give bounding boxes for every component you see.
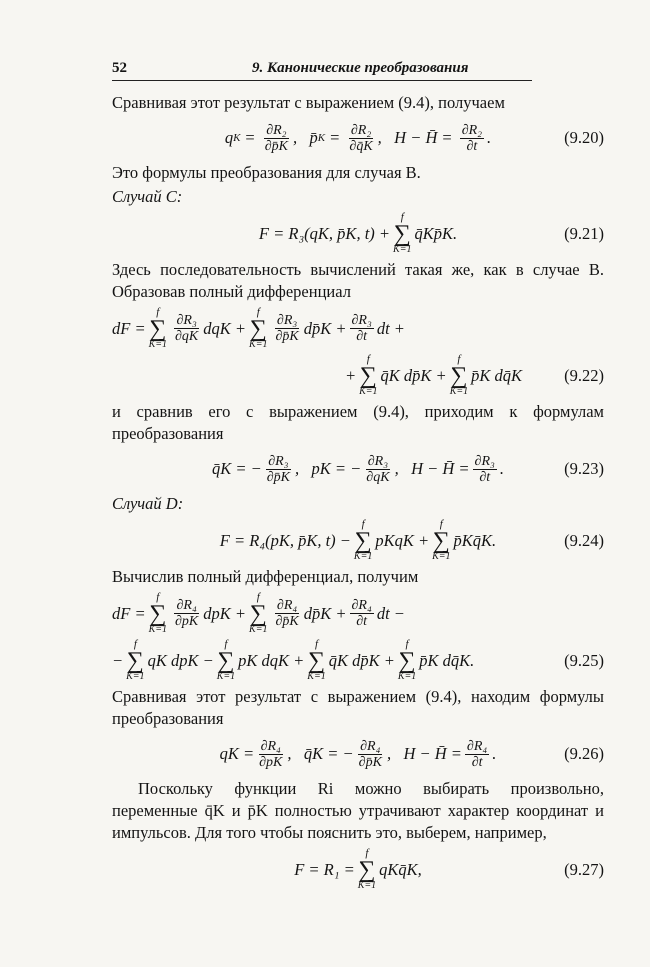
page-body	[112, 92, 604, 895]
frac-num: ∂R₄	[351, 598, 372, 613]
eq-term: p̄K dq̄K	[471, 365, 522, 385]
frac-num: ∂R₃	[351, 313, 372, 328]
frac-num: ∂R₃	[176, 313, 197, 328]
paragraph-6: Сравнивая этот результат с выражением (9.4), находим формулы преобразования	[112, 687, 604, 728]
sum-top: f	[405, 638, 409, 650]
fraction	[460, 123, 484, 154]
fraction	[263, 123, 290, 154]
eq-term: dpK +	[203, 603, 247, 623]
eq-term: dF =	[112, 318, 146, 338]
case-c-label: Случай C:	[112, 187, 183, 206]
summation: f ∑ K=1	[357, 847, 377, 891]
eq-term: dp̄K +	[303, 603, 347, 623]
summation: f ∑ K=1	[148, 306, 168, 350]
frac-den: ∂p̄K	[264, 138, 288, 154]
eq-term: q̄Kp̄K.	[414, 223, 458, 243]
frac-num: ∂R₂	[350, 122, 372, 138]
frac-num: ∂R₂	[266, 122, 287, 138]
summation: f ∑ K=1	[216, 638, 236, 682]
eq-term: q̄K dp̄K +	[328, 650, 395, 670]
frac-den: ∂p̄K	[358, 754, 382, 770]
frac-num: ∂R₄	[360, 738, 381, 754]
equation-9-24	[112, 519, 604, 562]
paragraph-5: Вычислив полный дифференциал, получим	[112, 567, 419, 586]
sum-top: f	[256, 591, 260, 603]
eq-term: F = R₄(pK, p̄K, t) −	[219, 530, 351, 550]
equation-9-25-line-1	[112, 592, 604, 635]
summation: f ∑ K=1	[148, 591, 168, 635]
frac-den: ∂t	[356, 614, 368, 629]
eq-term: F = R₁ =	[294, 859, 355, 879]
fraction	[357, 739, 384, 770]
sum-bottom: K=1	[148, 339, 168, 350]
eq-term: dqK +	[203, 318, 247, 338]
eq-term: p̄Kq̄K.	[453, 530, 497, 550]
eq-operator: =	[442, 128, 452, 147]
frac-num: ∂R₃	[474, 453, 495, 469]
sum-bottom: K=1	[449, 386, 469, 397]
sum-top: f	[133, 638, 137, 650]
frac-den: ∂p̄K	[275, 329, 299, 344]
sum-bottom: K=1	[397, 671, 417, 682]
eq-term: qKq̄K,	[379, 859, 422, 879]
frac-den: ∂q̄K	[349, 138, 373, 154]
sum-bottom: K=1	[432, 551, 451, 562]
eq-term: pK = −	[311, 459, 362, 478]
eq-term: dF =	[112, 603, 146, 623]
eq-term: q	[224, 128, 234, 147]
equation-9-21	[112, 212, 604, 255]
eq-term: q̄K = −	[303, 744, 354, 763]
fraction	[173, 313, 200, 344]
frac-den: ∂t	[466, 138, 478, 154]
sum-top: f	[224, 638, 228, 650]
eq-term: .	[499, 459, 505, 478]
frac-den: ∂p̄K	[266, 469, 291, 485]
paragraph-7: Поскольку функции Ri можно выбирать произвольно, переменные q̄K и p̄K полностью утрачивают характер координат и импульсов. Для того чтобы пояснить это, выберем, например,	[112, 779, 604, 842]
frac-num: ∂R₂	[461, 122, 483, 138]
equation-number: (9.22)	[564, 365, 604, 385]
sum-bottom: K=1	[393, 244, 412, 255]
fraction	[173, 598, 200, 629]
fraction	[257, 739, 284, 770]
eq-term: .	[492, 744, 497, 763]
equation-number: (9.25)	[564, 650, 604, 670]
running-header	[112, 58, 532, 81]
sum-top: f	[400, 211, 404, 223]
sum-bottom: K=1	[126, 671, 145, 682]
sum-top: f	[256, 306, 260, 318]
equation-9-27	[112, 848, 604, 891]
frac-num: ∂R₄	[176, 598, 197, 613]
sum-top: f	[439, 518, 443, 530]
eq-term: q̄K dp̄K +	[380, 365, 447, 385]
frac-num: ∂R₃	[367, 453, 389, 469]
eq-operator: =	[245, 128, 255, 147]
eq-term: −	[112, 650, 124, 670]
sum-bottom: K=1	[359, 386, 378, 397]
summation: f ∑ K=1	[249, 306, 268, 350]
equation-number: (9.20)	[564, 128, 604, 147]
chapter-title: 9. Канонические преобразования	[252, 60, 469, 76]
eq-term: p̄K dq̄K.	[419, 650, 475, 670]
sum-bottom: K=1	[249, 624, 268, 635]
paragraph-4: и сравнив его с выражением (9.4), приходим к формулам преобразования	[112, 402, 604, 443]
eq-sub: K	[233, 132, 241, 144]
sum-bottom: K=1	[357, 880, 377, 891]
eq-term: dp̄K +	[303, 318, 347, 338]
fraction	[265, 454, 292, 485]
eq-operator: =	[330, 128, 340, 147]
sum-top: f	[457, 353, 461, 365]
eq-term: pK dqK +	[238, 650, 305, 670]
frac-den: ∂qK	[366, 469, 390, 485]
frac-num: ∂R₄	[276, 598, 298, 613]
summation: f ∑ K=1	[397, 638, 417, 682]
frac-num: ∂R₄	[466, 738, 488, 754]
eq-term: F = R₃(qK, p̄K, t) +	[258, 223, 391, 243]
equation-9-25-line-2	[112, 639, 604, 682]
eq-term: q̄K = −	[211, 459, 262, 478]
sum-bottom: K=1	[353, 551, 373, 562]
summation: f ∑ K=1	[126, 638, 145, 682]
fraction	[347, 123, 374, 154]
frac-den: ∂pK	[259, 754, 283, 770]
eq-term: qK dpK −	[147, 650, 214, 670]
paragraph-1: Сравнивая этот результат с выражением (9.4), получаем	[112, 93, 505, 112]
fraction	[465, 739, 489, 770]
summation: f ∑ K=1	[249, 591, 268, 635]
sum-top: f	[314, 638, 319, 650]
eq-term: dt −	[376, 603, 405, 623]
eq-term: H − H̄	[394, 128, 438, 147]
summation: f ∑ K=1	[353, 518, 373, 562]
frac-den: ∂t	[479, 469, 491, 485]
frac-num: ∂R₃	[268, 453, 289, 469]
summation: f ∑ K=1	[393, 211, 412, 255]
sum-bottom: K=1	[249, 339, 268, 350]
summation: f ∑ K=1	[307, 638, 326, 682]
paragraph-2: Это формулы преобразования для случая B.	[112, 163, 421, 182]
equation-9-22-line-1	[112, 307, 604, 350]
sum-bottom: K=1	[148, 624, 168, 635]
summation: f ∑ K=1	[449, 353, 469, 397]
equation-number: (9.24)	[564, 530, 604, 550]
eq-term: p̄	[309, 128, 318, 147]
equation-number: (9.21)	[564, 223, 604, 243]
sum-top: f	[156, 591, 160, 603]
eq-term: +	[344, 365, 357, 385]
frac-num: ∂R₃	[276, 313, 298, 328]
sum-bottom: K=1	[216, 671, 236, 682]
summation: f ∑ K=1	[432, 518, 451, 562]
summation: f ∑ K=1	[359, 353, 378, 397]
paragraph-3: Здесь последовательность вычислений такая же, как в случае B. Образовав полный дифференциал	[112, 260, 604, 301]
equation-9-22-line-2	[112, 354, 604, 397]
equation-number: (9.26)	[564, 744, 604, 763]
eq-term: H − H̄ =	[411, 459, 470, 478]
sum-top: f	[156, 306, 160, 318]
equation-9-23: q̄K = − $\frac{\text{∂R₃}}{\partial p̄K}$ , pK = − $\frac{\text{∂R₃}}{\partial qK}$ , H − H̄ = $\frac{\text{∂R₃}}{\partial t}$ . (9.23)	[211, 453, 604, 485]
eq-term: qK =	[219, 744, 255, 763]
page-number: 52	[112, 60, 127, 76]
sum-top: f	[365, 847, 369, 859]
fraction	[350, 598, 374, 629]
fraction	[364, 454, 391, 485]
case-d-label: Случай D:	[112, 494, 184, 513]
equation-number: (9.23)	[564, 459, 604, 478]
eq-term: dt +	[376, 318, 405, 338]
fraction	[273, 313, 300, 344]
fraction	[473, 454, 497, 485]
equation-number: (9.27)	[564, 859, 604, 879]
fraction	[273, 598, 300, 629]
frac-den: ∂qK	[175, 329, 199, 344]
frac-den: ∂t	[471, 754, 483, 770]
sum-bottom: K=1	[307, 671, 326, 682]
frac-num: ∂R₄	[260, 738, 281, 754]
frac-den: ∂pK	[175, 614, 199, 629]
eq-sub: K	[317, 132, 326, 144]
sum-top: f	[366, 353, 370, 365]
sum-top: f	[361, 518, 365, 530]
frac-den: ∂p̄K	[275, 614, 299, 629]
equation-9-26: qK = $\frac{\text{∂R₄}}{\partial pK}$ , q̄K = − $\frac{\text{∂R₄}}{\partial p̄K}$ , H − H̄ = $\frac{\text{∂R₄}}{\partial t}$ . (9.26)	[219, 738, 604, 770]
equation-9-20: q K = $\frac{\text{∂R₂}}{\partial p̄K}$ , p̄ K = $\frac{\text{∂R₂}}{\partial q̄K}$ , H − H̄ = $\frac{\text{∂R₂}}{\partial t}$ . (9.20)	[224, 122, 604, 154]
frac-den: ∂t	[356, 329, 368, 344]
eq-term: pKqK +	[375, 530, 430, 550]
fraction	[350, 313, 374, 344]
eq-term: H − H̄ =	[403, 744, 462, 763]
